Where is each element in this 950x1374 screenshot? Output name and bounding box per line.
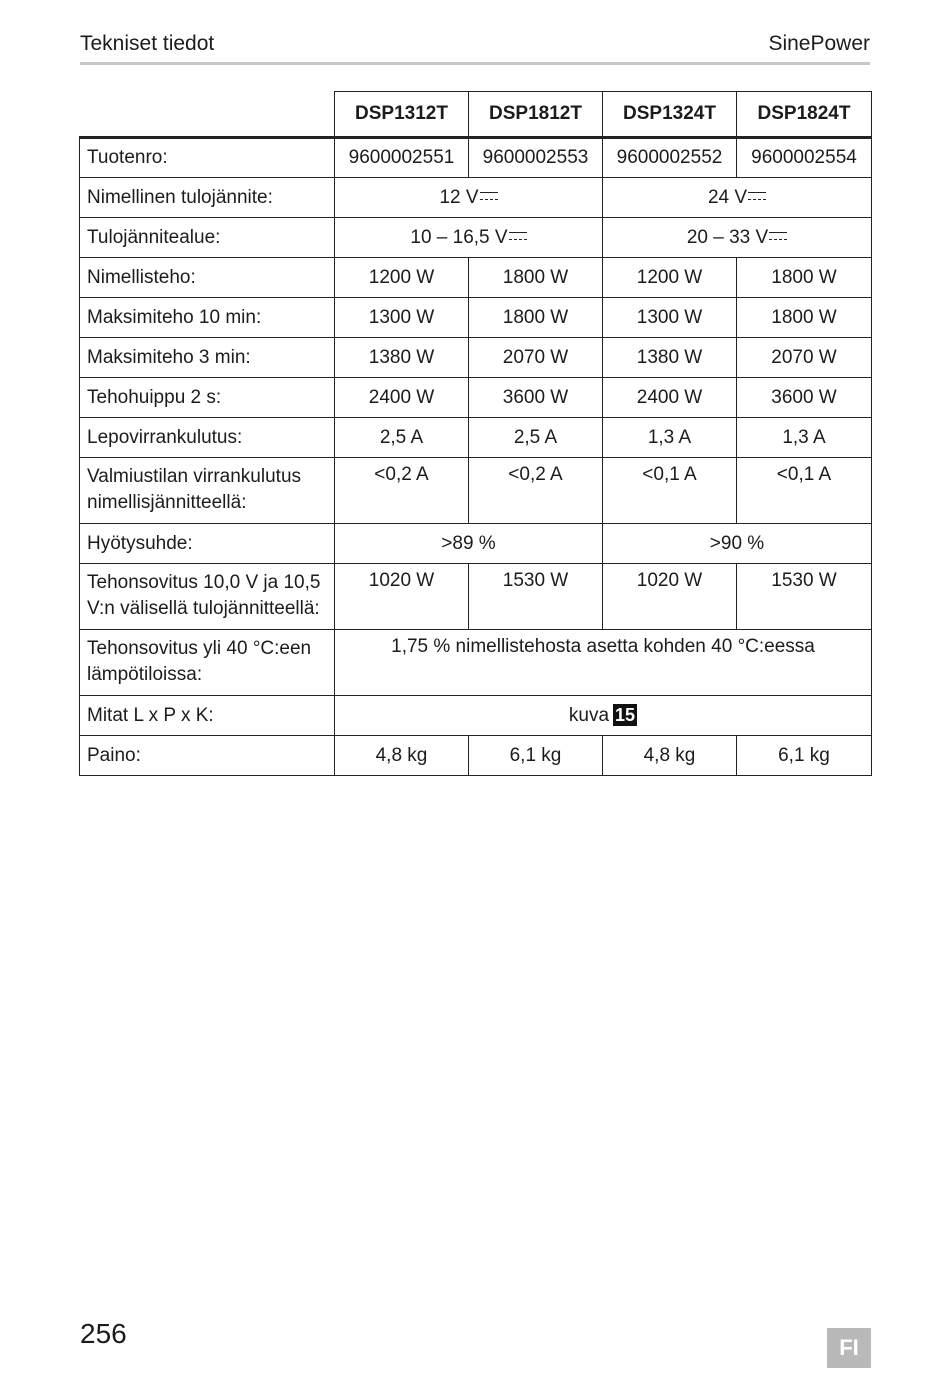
table-row-nominal-input-voltage (80, 178, 872, 218)
table-row-dimensions (80, 696, 872, 736)
cell-value: 1800 W (737, 258, 872, 298)
table-row-derating-temp (80, 630, 872, 696)
model-header-row (80, 92, 872, 138)
cell-value: >89 % (335, 524, 603, 564)
dc-symbol-icon (748, 192, 766, 201)
product-title: SinePower (768, 32, 870, 55)
table-row-idle-current (80, 418, 872, 458)
cell-value: 1,3 A (603, 418, 737, 458)
cell-value: 1800 W (469, 298, 603, 338)
model-dsp1312t: DSP1312T (335, 92, 469, 138)
cell-value: 3600 W (469, 378, 603, 418)
voltage-text: 12 V (439, 186, 479, 208)
cell-value: <0,2 A (469, 458, 603, 524)
model-dsp1824t: DSP1824T (737, 92, 872, 138)
table-row-rated-power (80, 258, 872, 298)
cell-value: 9600002553 (469, 138, 603, 178)
spec-table (79, 91, 872, 776)
cell-value: 9600002554 (737, 138, 872, 178)
cell-value: 2400 W (603, 378, 737, 418)
language-badge: FI (827, 1328, 871, 1368)
table-row-input-voltage-range (80, 218, 872, 258)
dc-symbol-icon (509, 232, 527, 241)
table-row-derating-voltage (80, 564, 872, 630)
cell-value: 1200 W (335, 258, 469, 298)
row-label: Tulojännitealue: (80, 218, 335, 258)
row-label: Paino: (80, 736, 335, 776)
table-row-product-no (80, 138, 872, 178)
figure-number-badge: 15 (615, 705, 636, 725)
cell-value-12v (335, 178, 603, 218)
row-label: Maksimiteho 3 min: (80, 338, 335, 378)
row-label: Nimellisteho: (80, 258, 335, 298)
cell-value: 1800 W (469, 258, 603, 298)
row-label: Tehonsovitus 10,0 V ja 10,5 V:n välisellä tulojännitteellä: (80, 564, 335, 630)
cell-value: 6,1 kg (469, 736, 603, 776)
cell-value-24v (603, 178, 872, 218)
page-header (80, 30, 870, 65)
row-label: Maksimiteho 10 min: (80, 298, 335, 338)
cell-value: 1800 W (737, 298, 872, 338)
cell-value: 1020 W (335, 564, 469, 630)
cell-value: <0,1 A (737, 458, 872, 524)
voltage-text: 20 – 33 V (686, 226, 769, 248)
cell-value: 1380 W (335, 338, 469, 378)
cell-value: 1300 W (603, 298, 737, 338)
table-row-standby-current (80, 458, 872, 524)
table-row-peak-2s (80, 378, 872, 418)
voltage-text: 24 V (707, 186, 748, 208)
cell-value-24v-range (603, 218, 872, 258)
cell-value: 2400 W (335, 378, 469, 418)
cell-value: 1300 W (335, 298, 469, 338)
row-label: Nimellinen tulojännite: (80, 178, 335, 218)
section-title: Tekniset tiedot (80, 32, 215, 55)
row-label: Tehonsovitus yli 40 °C:een lämpötiloissa: (80, 630, 335, 696)
cell-value: 4,8 kg (603, 736, 737, 776)
page-number: 256 (80, 1318, 127, 1349)
cell-value: 2070 W (469, 338, 603, 378)
cell-value: 2,5 A (469, 418, 603, 458)
empty-header-cell (80, 92, 335, 138)
cell-value: 1020 W (603, 564, 737, 630)
row-label: Mitat L x P x K: (80, 696, 335, 736)
table-row-weight (80, 736, 872, 776)
cell-value: 9600002552 (603, 138, 737, 178)
cell-value: 1200 W (603, 258, 737, 298)
cell-value: 3600 W (737, 378, 872, 418)
cell-value-12v-range (335, 218, 603, 258)
row-label: Lepovirrankulutus: (80, 418, 335, 458)
cell-value: 6,1 kg (737, 736, 872, 776)
row-label: Valmiustilan virrankulutus nimellisjännitteellä: (80, 458, 335, 524)
cell-value: 1,3 A (737, 418, 872, 458)
model-dsp1324t: DSP1324T (603, 92, 737, 138)
row-label: Tehohuippu 2 s: (80, 378, 335, 418)
figure-ref-text: kuva (568, 705, 610, 726)
table-row-efficiency (80, 524, 872, 564)
cell-value (335, 696, 872, 736)
dc-symbol-icon (769, 232, 787, 241)
row-label: Tuotenro: (80, 138, 335, 178)
cell-value: 1380 W (603, 338, 737, 378)
cell-value: >90 % (603, 524, 872, 564)
cell-value: 1530 W (469, 564, 603, 630)
model-dsp1812t: DSP1812T (469, 92, 603, 138)
cell-value: 9600002551 (335, 138, 469, 178)
cell-value: 2,5 A (335, 418, 469, 458)
table-row-max-power-3min (80, 338, 872, 378)
cell-value: <0,1 A (603, 458, 737, 524)
cell-value: <0,2 A (335, 458, 469, 524)
cell-value: 2070 W (737, 338, 872, 378)
voltage-text: 10 – 16,5 V (410, 226, 508, 248)
cell-value: 4,8 kg (335, 736, 469, 776)
cell-value: 1,75 % nimellistehosta asetta kohden 40 °C:eessa (335, 630, 872, 696)
table-row-max-power-10min (80, 298, 872, 338)
cell-value: 1530 W (737, 564, 872, 630)
row-label: Hyötysuhde: (80, 524, 335, 564)
dc-symbol-icon (480, 192, 498, 201)
